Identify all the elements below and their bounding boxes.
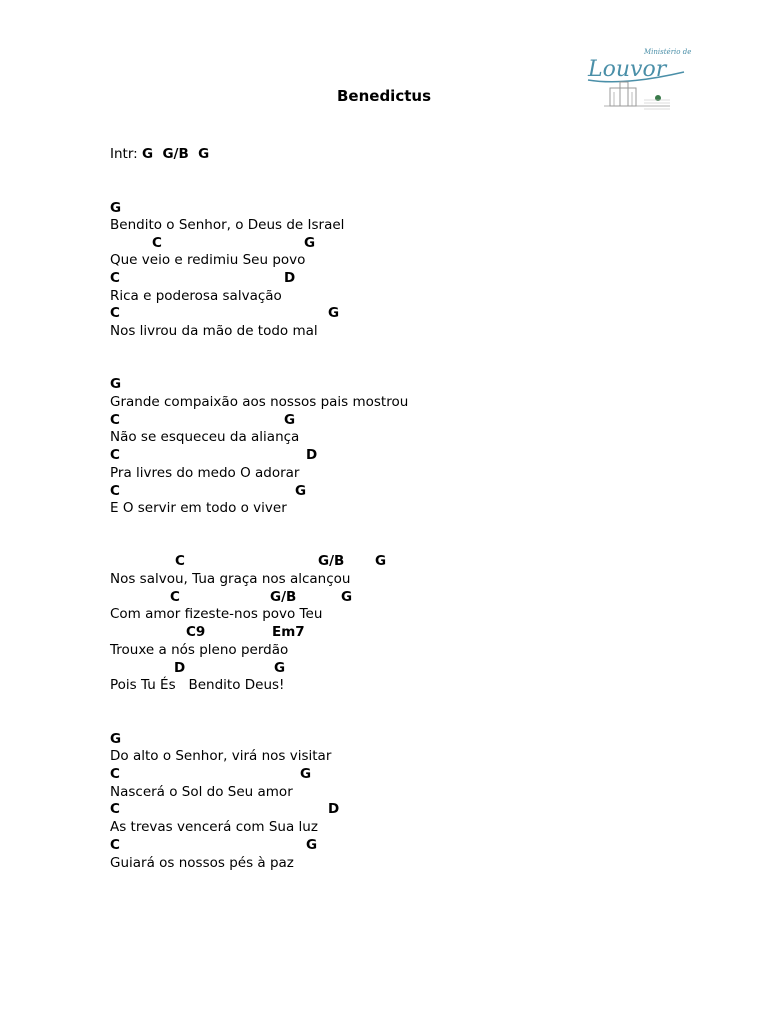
chord: Em7 — [272, 624, 305, 640]
chord: C — [110, 801, 120, 817]
lyric-line: E O servir em todo o viver — [110, 500, 287, 516]
lyric-line: Não se esqueceu da aliança — [110, 429, 300, 445]
lyric-line: Do alto o Senhor, virá nos visitar — [110, 748, 332, 764]
chord: G — [375, 553, 387, 569]
chord: D — [328, 801, 340, 817]
chord: G — [274, 660, 286, 676]
chord: C9 — [186, 624, 206, 640]
intro-label: Intr: — [110, 146, 138, 162]
chord: C — [110, 447, 120, 463]
chord: C — [110, 270, 120, 286]
lyric-line: Nos salvou, Tua graça nos alcançou — [110, 571, 351, 587]
lyric-line: Nascerá o Sol do Seu amor — [110, 784, 293, 800]
lyric-line: Rica e poderosa salvação — [110, 288, 282, 304]
chord: G — [110, 731, 122, 747]
logo-line2: Louvor — [588, 57, 667, 82]
chord: C — [110, 483, 120, 499]
lyric-line: Com amor fizeste-nos povo Teu — [110, 606, 323, 622]
chord: C — [110, 766, 120, 782]
chord: D — [284, 270, 296, 286]
logo-line1: Ministério de — [644, 48, 692, 56]
chord: G — [110, 200, 122, 216]
chord: G — [284, 412, 296, 428]
chord: C — [175, 553, 185, 569]
chord: G — [341, 589, 353, 605]
lyric-line: Que veio e redimiu Seu povo — [110, 252, 306, 268]
intro-chords: G G/B G — [142, 146, 210, 162]
chord: C — [110, 412, 120, 428]
lyric-line: Grande compaixão aos nossos pais mostrou — [110, 394, 409, 410]
chord: G — [295, 483, 307, 499]
chord: C — [110, 837, 120, 853]
chord: G — [306, 837, 318, 853]
chord: G/B — [270, 589, 297, 605]
lyric-line: Bendito o Senhor, o Deus de Israel — [110, 217, 345, 233]
chord: C — [170, 589, 180, 605]
chord: G — [110, 376, 122, 392]
chord: G — [304, 235, 316, 251]
chord: C — [110, 305, 120, 321]
chord: D — [306, 447, 318, 463]
lyric-line: Nos livrou da mão de todo mal — [110, 323, 318, 339]
lyric-line: As trevas vencerá com Sua luz — [110, 819, 318, 835]
lyric-line: Trouxe a nós pleno perdão — [110, 642, 289, 658]
chord: G/B — [318, 553, 345, 569]
chord: G — [328, 305, 340, 321]
chord: C — [152, 235, 162, 251]
intro-line — [110, 146, 209, 162]
chord: G — [300, 766, 312, 782]
chord: D — [174, 660, 186, 676]
lyric-line: Guiará os nossos pés à paz — [110, 855, 294, 871]
lyric-line: Pois Tu És Bendito Deus! — [110, 677, 285, 693]
lyric-line: Pra livres do medo O adorar — [110, 465, 300, 481]
song-title: Benedictus — [336, 87, 431, 105]
